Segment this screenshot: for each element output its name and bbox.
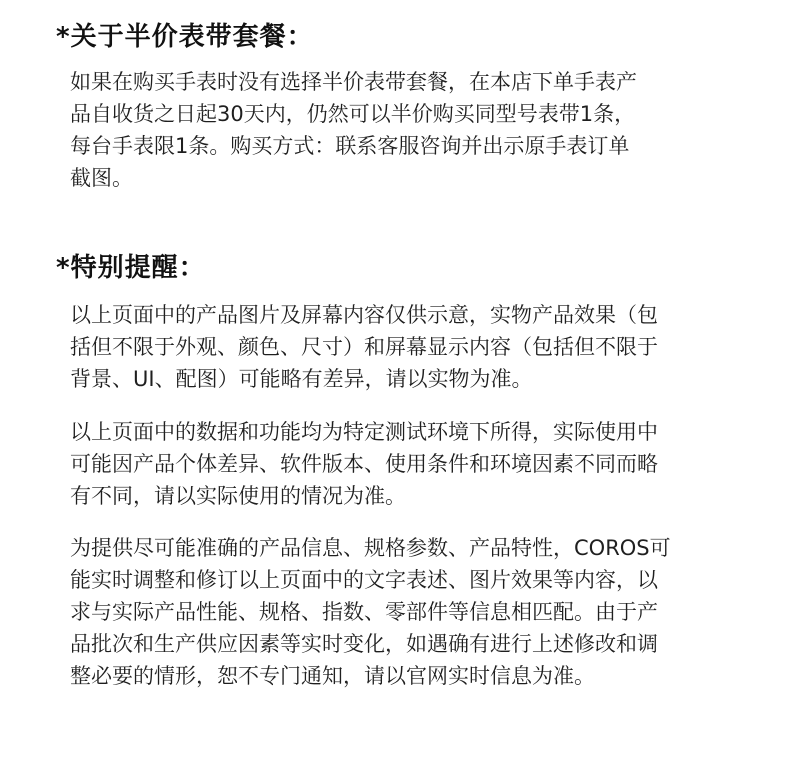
paragraph-line: 可能因产品个体差异、软件版本、使用条件和环境因素不同而略	[70, 452, 658, 476]
reminder-paragraph-test-data	[70, 416, 750, 512]
paragraph-line: 整必要的情形，恕不专门通知，请以官网实时信息为准。	[70, 664, 595, 688]
paragraph-line: 能实时调整和修订以上页面中的文字表述、图片效果等内容，以	[70, 568, 658, 592]
paragraph-line: 如果在购买手表时没有选择半价表带套餐，在本店下单手表产	[70, 70, 637, 94]
half-price-strap-paragraph	[70, 66, 750, 194]
paragraph-line: 求与实际产品性能、规格、指数、零部件等信息相匹配。由于产	[70, 600, 658, 624]
paragraph-line: 以上页面中的数据和功能均为特定测试环境下所得，实际使用中	[70, 420, 658, 444]
special-reminder-heading: *特别提醒：	[56, 253, 206, 283]
paragraph-line: 品自收货之日起30天内，仍然可以半价购买同型号表带1条，	[70, 102, 636, 126]
paragraph-line: 括但不限于外观、颜色、尺寸）和屏幕显示内容（包括但不限于	[70, 335, 658, 359]
paragraph-line: 品批次和生产供应因素等实时变化，如遇确有进行上述修改和调	[70, 632, 658, 656]
paragraph-line: 为提供尽可能准确的产品信息、规格参数、产品特性，COROS可	[70, 536, 671, 560]
paragraph-line: 有不同，请以实际使用的情况为准。	[70, 484, 406, 508]
half-price-strap-heading: *关于半价表带套餐：	[56, 22, 314, 52]
paragraph-line: 背景、UI、配图）可能略有差异，请以实物为准。	[70, 367, 533, 391]
paragraph-line: 以上页面中的产品图片及屏幕内容仅供示意，实物产品效果（包	[70, 303, 658, 327]
paragraph-line: 截图。	[70, 166, 133, 190]
paragraph-line: 每台手表限1条。购买方式：联系客服咨询并出示原手表订单	[70, 134, 630, 158]
reminder-paragraph-info-updates	[70, 532, 750, 692]
reminder-paragraph-product-images	[70, 299, 750, 395]
